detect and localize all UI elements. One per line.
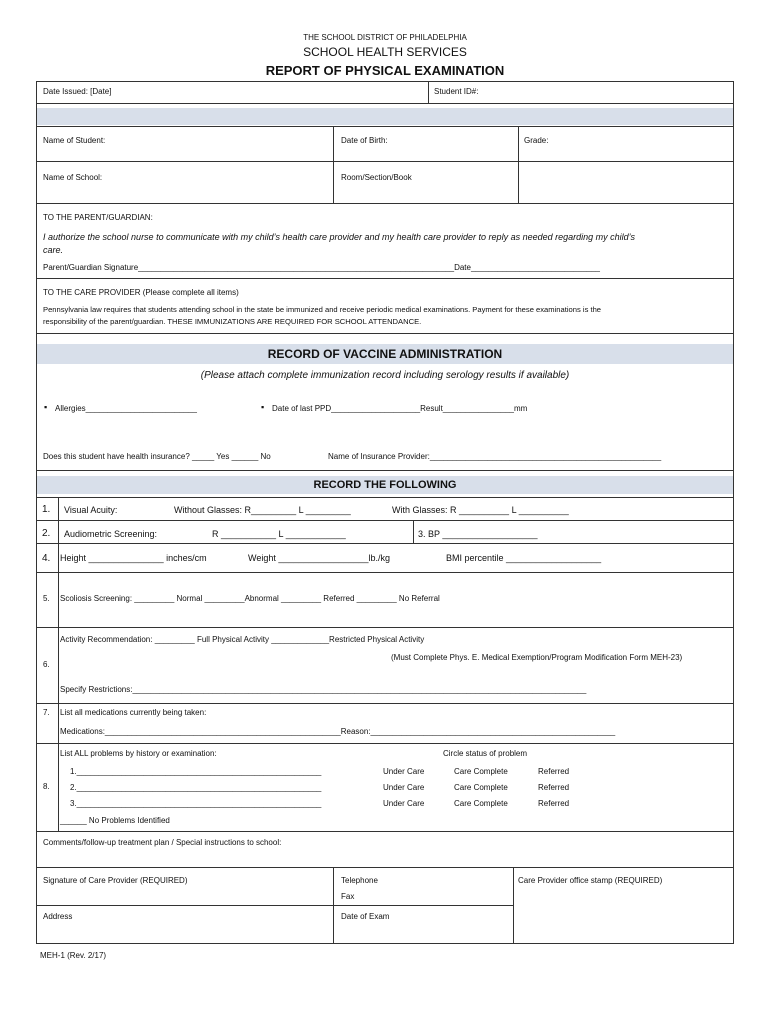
status-referred[interactable]: Referred	[538, 783, 570, 792]
problem-field[interactable]: 3._______________________________________________________	[70, 799, 322, 808]
item-number: 4.	[42, 553, 51, 564]
department-name: SCHOOL HEALTH SERVICES	[303, 45, 467, 59]
problem-field[interactable]: 1._______________________________________________________	[70, 767, 322, 776]
parent-signature-line[interactable]: Parent/Guardian Signature_______________________________________________________________________Date_____________________________	[43, 263, 600, 272]
status-under-care[interactable]: Under Care	[383, 767, 425, 776]
insurance-question[interactable]: Does this student have health insurance? _____ Yes ______ No	[43, 452, 271, 461]
problem-field[interactable]: 2._______________________________________________________	[70, 783, 322, 792]
weight-field[interactable]: Weight __________________lb./kg	[248, 553, 390, 563]
item-number: 2.	[42, 528, 51, 539]
vaccine-subtitle: (Please attach complete immunization record including serology results if available)	[200, 370, 570, 381]
allergies-field[interactable]: Allergies_________________________	[55, 404, 197, 413]
bp-field[interactable]: 3. BP ___________________	[418, 529, 538, 539]
form-revision: MEH-1 (Rev. 2/17)	[40, 951, 107, 960]
status-care-complete[interactable]: Care Complete	[454, 783, 508, 792]
school-name-label: Name of School:	[43, 173, 103, 182]
problems-label: List ALL problems by history or examination:	[60, 749, 217, 758]
medications-field[interactable]: Medications:_____________________________________________________Reason:_______________________________________________________	[60, 727, 616, 736]
restrictions-field[interactable]: Specify Restrictions:______________________________________________________________________________________________________	[60, 685, 587, 694]
authorization-text-2: care.	[43, 245, 64, 255]
insurance-provider-field[interactable]: Name of Insurance Provider:____________________________________________________	[328, 452, 662, 461]
law-text-1: Pennsylvania law requires that students attending school in the state be immunized and receive periodic medical examinations. Payment for these examinations is the	[43, 305, 602, 314]
page-title: REPORT OF PHYSICAL EXAMINATION	[265, 63, 505, 78]
provider-heading: TO THE CARE PROVIDER (Please complete all items)	[43, 288, 239, 297]
status-referred[interactable]: Referred	[538, 799, 570, 808]
status-under-care[interactable]: Under Care	[383, 799, 425, 808]
bullet-icon: ▪	[44, 402, 48, 412]
visual-acuity-label: Visual Acuity:	[64, 505, 118, 515]
date-issued: Date Issued: [Date]	[43, 87, 112, 96]
item-number: 8.	[43, 782, 50, 791]
ppd-field[interactable]: Date of last PPD____________________Result________________mm	[272, 404, 528, 413]
no-problems-field[interactable]: ______ No Problems Identified	[60, 816, 170, 825]
office-stamp-label: Care Provider office stamp (REQUIRED)	[518, 876, 663, 885]
medications-label: List all medications currently being taken:	[60, 708, 207, 717]
with-glasses-field[interactable]: With Glasses: R __________ L __________	[392, 505, 569, 515]
bmi-field[interactable]: BMI percentile ___________________	[446, 553, 602, 563]
authorization-text-1: I authorize the school nurse to communicate with my child’s health care provider and my health care provider to reply as needed regarding my child’s	[43, 232, 635, 242]
audiometric-label: Audiometric Screening:	[64, 529, 158, 539]
dob-label: Date of Birth:	[341, 136, 388, 145]
fax-label[interactable]: Fax	[341, 892, 355, 901]
section-band	[37, 108, 733, 125]
provider-signature-label[interactable]: Signature of Care Provider (REQUIRED)	[43, 876, 188, 885]
vaccine-title: RECORD OF VACCINE ADMINISTRATION	[267, 347, 503, 361]
bullet-icon: ▪	[261, 402, 265, 412]
status-under-care[interactable]: Under Care	[383, 783, 425, 792]
comments-label[interactable]: Comments/follow-up treatment plan / Special instructions to school:	[43, 838, 282, 847]
exam-date-label[interactable]: Date of Exam	[341, 912, 390, 921]
item-number: 6.	[43, 660, 50, 669]
status-care-complete[interactable]: Care Complete	[454, 799, 508, 808]
telephone-label[interactable]: Telephone	[341, 876, 378, 885]
status-referred[interactable]: Referred	[538, 767, 570, 776]
district-name: THE SCHOOL DISTRICT OF PHILADELPHIA	[303, 33, 467, 42]
item-number: 5.	[43, 594, 50, 603]
meh23-note: (Must Complete Phys. E. Medical Exemption/Program Modification Form MEH-23)	[391, 653, 683, 662]
circle-status-label: Circle status of problem	[443, 749, 528, 758]
parent-heading: TO THE PARENT/GUARDIAN:	[43, 213, 153, 222]
without-glasses-field[interactable]: Without Glasses: R_________ L _________	[174, 505, 351, 515]
item-number: 7.	[43, 708, 50, 717]
height-field[interactable]: Height _______________ inches/cm	[60, 553, 207, 563]
record-title: RECORD THE FOLLOWING	[313, 479, 457, 491]
activity-field[interactable]: Activity Recommendation: _________ Full Physical Activity _____________Restricted Physical Activity	[60, 635, 425, 644]
law-text-2: responsibility of the parent/guardian. THESE IMMUNIZATIONS ARE REQUIRED FOR SCHOOL ATTENDANCE.	[43, 317, 422, 326]
audiometric-field[interactable]: R ___________ L ____________	[212, 529, 346, 539]
scoliosis-field[interactable]: Scoliosis Screening: _________ Normal _________Abnormal _________ Referred _________ No Referral	[60, 594, 440, 603]
student-id-label: Student ID#:	[434, 87, 479, 96]
student-name-label: Name of Student:	[43, 136, 106, 145]
item-number: 1.	[42, 504, 51, 515]
room-label: Room/Section/Book	[341, 173, 412, 182]
grade-label: Grade:	[524, 136, 549, 145]
status-care-complete[interactable]: Care Complete	[454, 767, 508, 776]
address-label[interactable]: Address	[43, 912, 73, 921]
